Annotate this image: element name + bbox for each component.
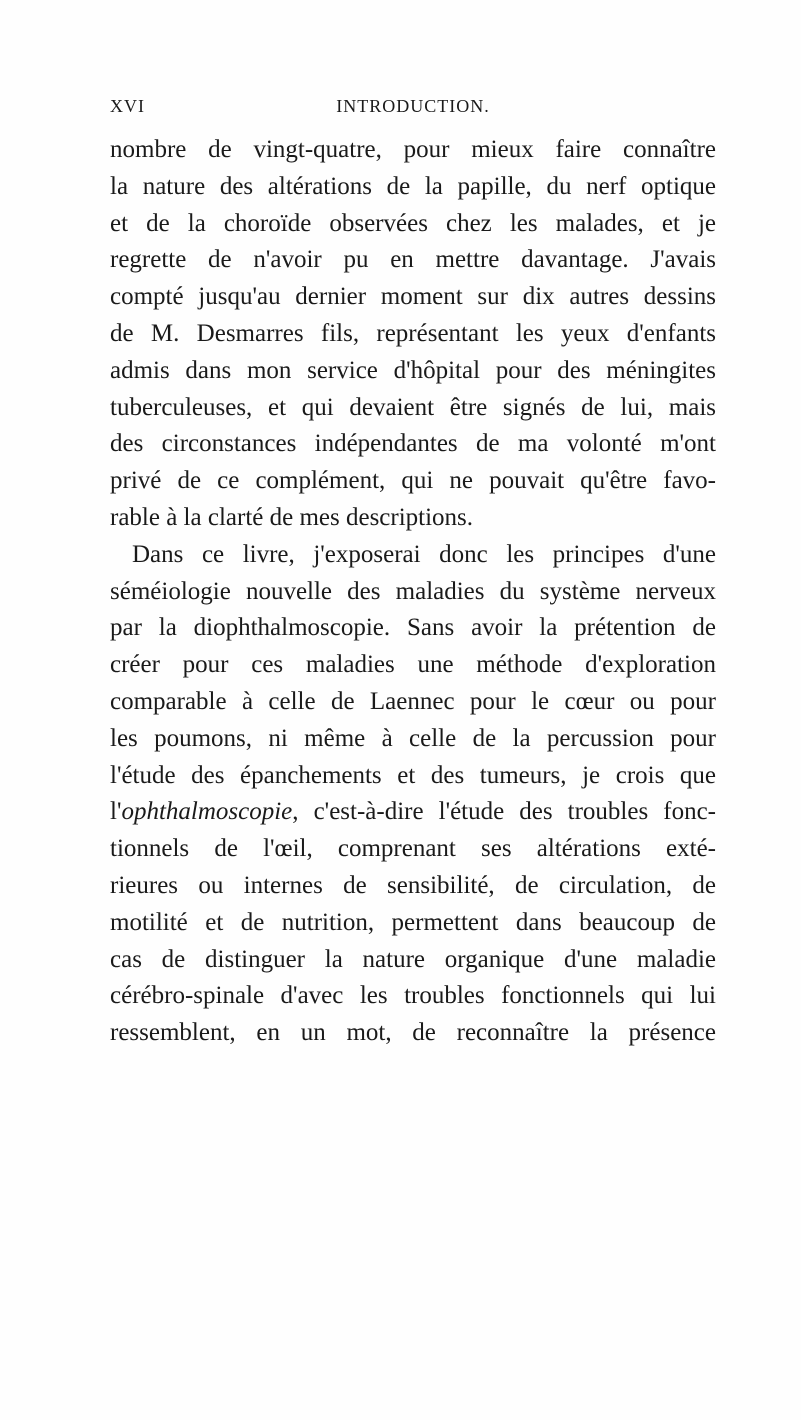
text-line: créer pour ces maladies une méthode d'exploration bbox=[110, 651, 716, 679]
text-line: tuberculeuses, et qui devaient être signés de lui, mais bbox=[110, 393, 716, 421]
text-line: séméiologie nouvelle des maladies du système nerveux bbox=[110, 577, 716, 605]
running-head bbox=[110, 96, 716, 120]
text-line: rieures ou internes de sensibilité, de circulation, de bbox=[110, 871, 716, 899]
text-line: motilité et de nutrition, permettent dans beaucoup de bbox=[110, 908, 716, 936]
text-line: nombre de vingt-quatre, pour mieux faire connaître bbox=[110, 136, 716, 163]
text-segment: , c'est-à-dire l'étude des troubles fonc- bbox=[292, 798, 716, 826]
running-title: INTRODUCTION. bbox=[336, 96, 490, 116]
italic-term: ophthalmoscopie bbox=[121, 798, 293, 826]
text-line: privé de ce complément, qui ne pouvait qu'être favo- bbox=[110, 467, 716, 495]
text-line-italic bbox=[110, 794, 716, 831]
text-line: les poumons, ni même à celle de la percussion pour bbox=[110, 724, 716, 752]
page-number: XVI bbox=[110, 96, 145, 116]
text-line: ressemblent, en un mot, de reconnaître la présence bbox=[110, 1019, 716, 1047]
text-line: cérébro-spinale d'avec les troubles fonctionnels qui lui bbox=[110, 982, 716, 1010]
text-line: Dans ce livre, j'exposerai donc les principes d'une bbox=[132, 540, 716, 568]
text-line: tionnels de l'œil, comprenant ses altérations exté- bbox=[110, 835, 716, 863]
text-line: admis dans mon service d'hôpital pour des méningites bbox=[110, 356, 716, 384]
text-line: compté jusqu'au dernier moment sur dix autres dessins bbox=[110, 283, 716, 311]
body-text bbox=[110, 132, 716, 1052]
text-line: de M. Desmarres fils, représentant les yeux d'enfants bbox=[110, 319, 716, 347]
text-line: regrette de n'avoir pu en mettre davantage. J'avais bbox=[110, 246, 716, 274]
text-line: comparable à celle de Laennec pour le cœur ou pour bbox=[110, 687, 716, 715]
text-line: l'étude des épanchements et des tumeurs, je crois que bbox=[110, 761, 716, 789]
text-line: cas de distinguer la nature organique d'une maladie bbox=[110, 945, 716, 973]
text-line: rable à la clarté de mes descriptions. bbox=[110, 503, 474, 531]
text-line: par la diophthalmoscopie. Sans avoir la prétention de bbox=[110, 614, 716, 642]
text-line: des circonstances indépendantes de ma volonté m'ont bbox=[110, 430, 716, 458]
text-line: et de la choroïde observées chez les malades, et je bbox=[110, 209, 716, 237]
text-segment: l' bbox=[110, 798, 122, 826]
text-line: la nature des altérations de la papille, du nerf optique bbox=[110, 172, 716, 200]
